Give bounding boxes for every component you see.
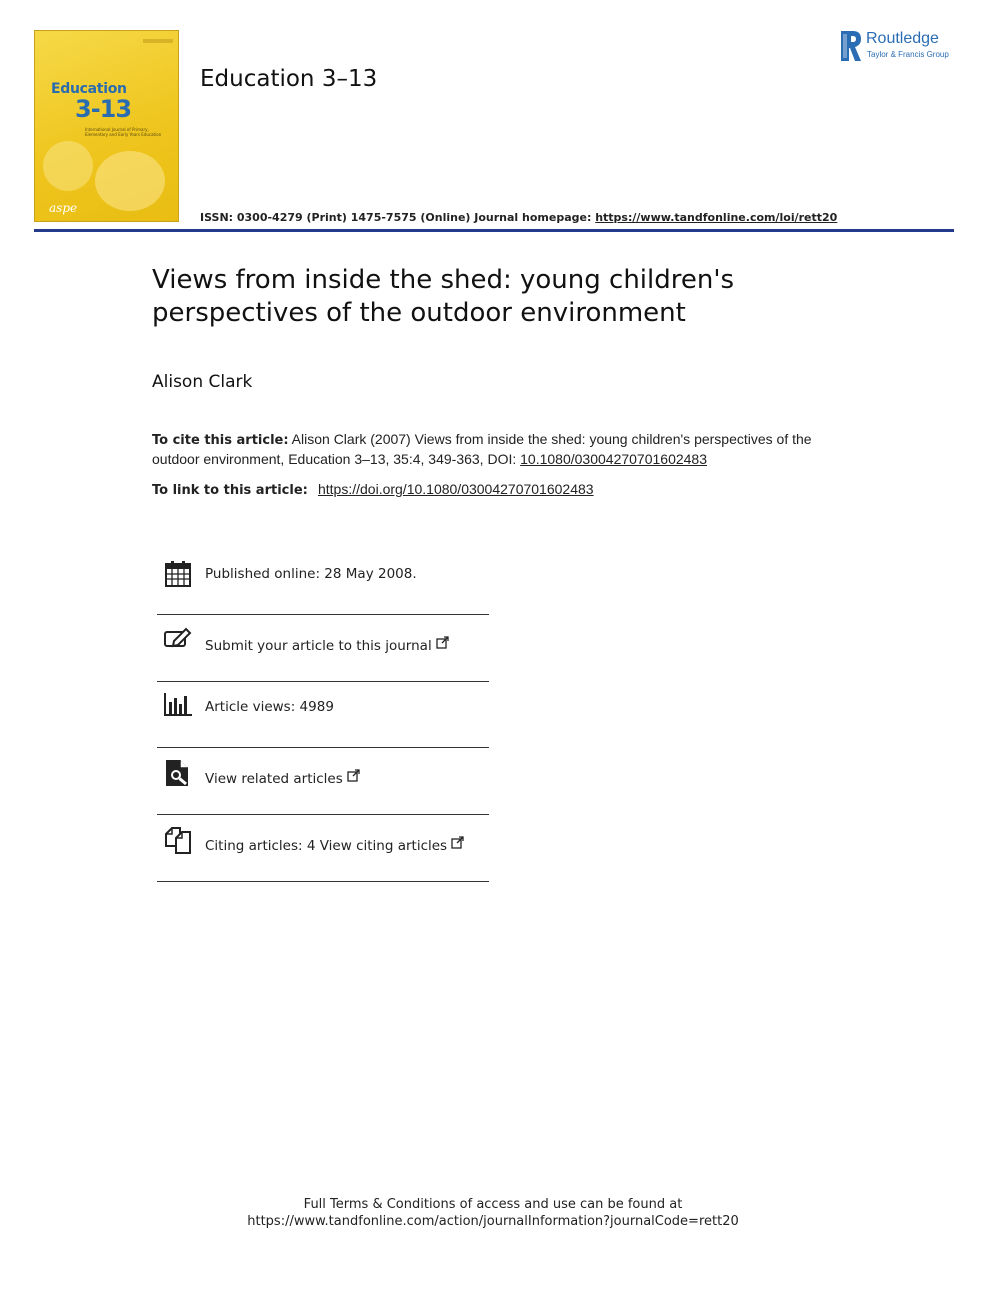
cite-text: Alison Clark (2007) Views from inside the shed: young children's perspectives of the outdoor environment, Education 3–13, 35:4, 349-363, DOI: bbox=[152, 431, 812, 467]
citation-block bbox=[152, 430, 852, 469]
divider bbox=[157, 814, 489, 815]
footer-terms-url[interactable]: https://www.tandfonline.com/action/journalInformation?journalCode=rett20 bbox=[247, 1214, 739, 1229]
cover-number: 3-13 bbox=[75, 95, 132, 123]
divider bbox=[157, 881, 489, 882]
journal-homepage-link[interactable]: https://www.tandfonline.com/loi/rett20 bbox=[595, 211, 838, 224]
footer bbox=[0, 1196, 986, 1230]
article-views-text: Article views: 4989 bbox=[205, 699, 334, 715]
link-to-article bbox=[152, 481, 594, 498]
external-link-icon bbox=[347, 769, 360, 782]
related-articles-item[interactable] bbox=[157, 758, 489, 822]
related-search-icon bbox=[164, 758, 192, 786]
citing-documents-icon bbox=[164, 826, 192, 854]
issn-text: ISSN: 0300-4279 (Print) 1475-7575 (Online) Journal homepage: bbox=[200, 211, 592, 224]
publisher-subtitle: Taylor & Francis Group bbox=[867, 50, 949, 59]
article-author: Alison Clark bbox=[152, 372, 253, 392]
link-label: To link to this article: bbox=[152, 483, 308, 498]
divider bbox=[157, 681, 489, 682]
cover-publisher-mark: aspe bbox=[49, 201, 78, 215]
divider bbox=[157, 747, 489, 748]
divider bbox=[157, 614, 489, 615]
cover-decoration bbox=[95, 151, 165, 211]
header-rule bbox=[34, 229, 954, 232]
cover-subtitle: International Journal of Primary, Elementary and Early Years Education bbox=[85, 127, 162, 137]
cite-label: To cite this article: bbox=[152, 433, 289, 448]
footer-terms-text: Full Terms & Conditions of access and use can be found at bbox=[303, 1197, 683, 1212]
bar-chart-icon bbox=[164, 692, 192, 720]
citing-articles-text[interactable] bbox=[205, 836, 464, 854]
article-url-link[interactable]: https://doi.org/10.1080/03004270701602483 bbox=[317, 481, 594, 497]
cover-title: Education bbox=[51, 81, 127, 97]
issn-line bbox=[200, 211, 837, 224]
citing-articles-label: Citing articles: 4 View citing articles bbox=[205, 838, 448, 854]
published-online-text: Published online: 28 May 2008. bbox=[205, 566, 417, 582]
calendar-icon bbox=[164, 560, 192, 588]
article-title: Views from inside the shed: young children's perspectives of the outdoor environment bbox=[152, 265, 735, 328]
cover-decoration bbox=[143, 39, 173, 43]
journal-cover bbox=[34, 30, 179, 222]
pencil-edit-icon bbox=[164, 626, 192, 654]
journal-name: Education 3–13 bbox=[200, 66, 378, 92]
external-link-icon bbox=[436, 636, 449, 649]
publisher-name: Routledge bbox=[866, 30, 939, 47]
publisher-logo[interactable] bbox=[840, 30, 958, 62]
submit-article-label: Submit your article to this journal bbox=[205, 638, 432, 654]
related-articles-text[interactable] bbox=[205, 769, 360, 787]
submit-article-text[interactable] bbox=[205, 636, 449, 654]
routledge-icon bbox=[840, 30, 862, 62]
related-articles-label: View related articles bbox=[205, 771, 343, 787]
external-link-icon bbox=[451, 836, 464, 849]
doi-link[interactable]: 10.1080/03004270701602483 bbox=[520, 451, 708, 467]
cover-decoration bbox=[43, 141, 93, 191]
